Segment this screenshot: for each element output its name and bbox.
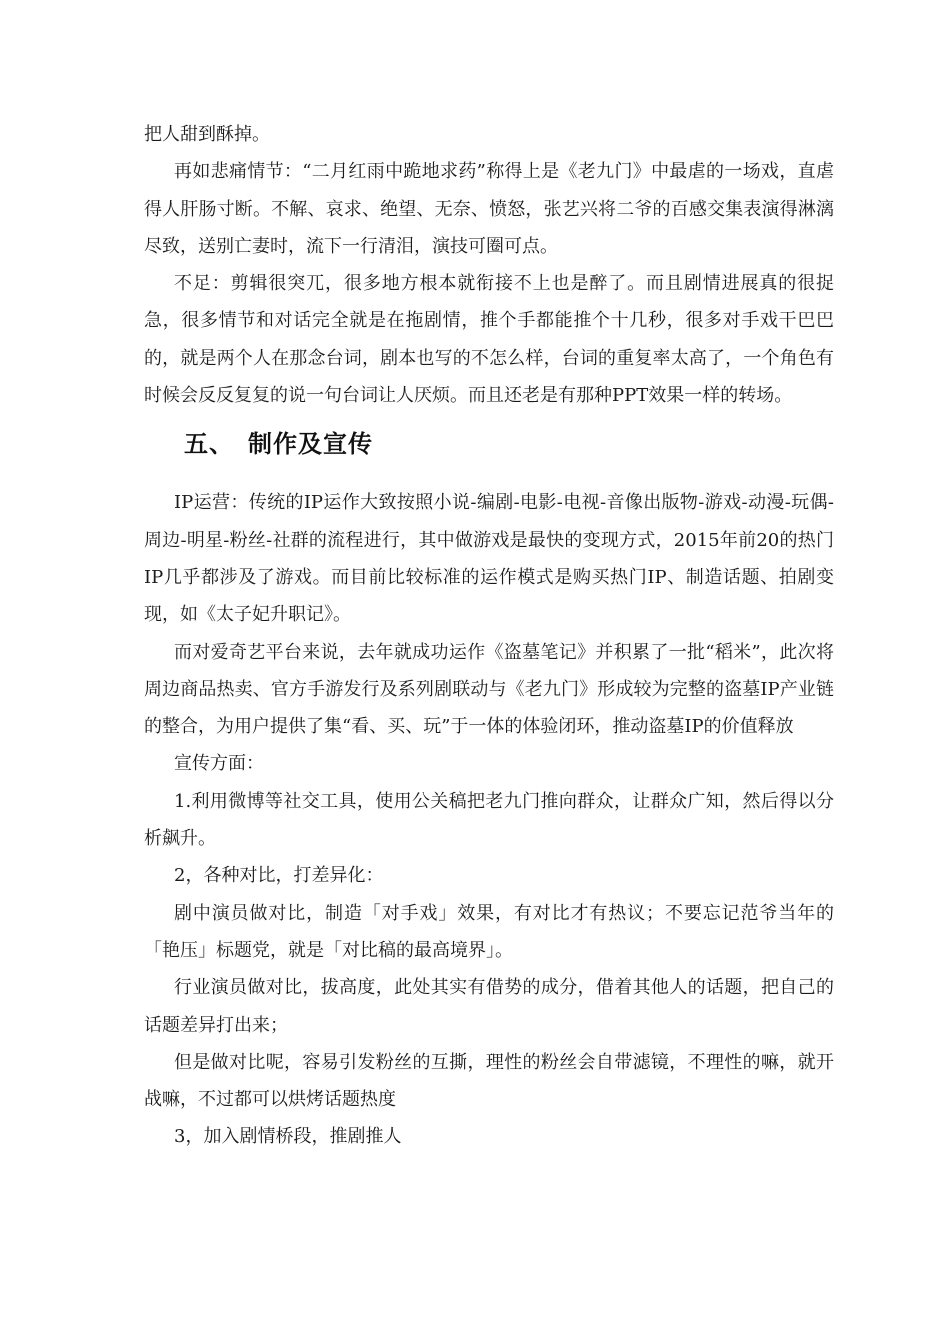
paragraph-actor-comparison: 剧中演员做对比，制造「对手戏」效果，有对比才有热议；不要忘记范爷当年的「艳压」标题党，就是「对比稿的最高境界」。 [144,902,834,961]
paragraph-promotion-point-3: 3，加入剧情桥段，推剧推人 [174,1126,402,1148]
paragraph-promotion-point-1: 1.利用微博等社交工具，使用公关稿把老九门推向群众，让群众广知，然后得以分析飙升。 [144,790,834,850]
paragraph-iqiyi-platform: 而对爱奇艺平台来说，去年就成功运作《盗墓笔记》并积累了一批“稻米”，此次将周边商品热卖、官方手游发行及系列剧联动与《老九门》形成较为完整的盗墓IP产业链的整合，为用户提供了集“看、买、玩”于一体的体验闭环，推动盗墓IP的价值释放 [144,641,834,738]
paragraph-industry-comparison: 行业演员做对比，拔高度，此处其实有借势的成分，借着其他人的话题，把自己的话题差异打出来； [144,977,834,1036]
document-body [144,116,834,1156]
section-heading [184,424,834,464]
paragraph-shortcomings: 不足：剪辑很突兀，很多地方根本就衔接不上也是醉了。而且剧情进展真的很捉急，很多情节和对话完全就是在拖剧情，推个手都能推个十几秒，很多对手戏干巴巴的，就是两个人在那念台词，剧本也写的不怎么样，台词的重复率太高了，一个角色有时候会反反复复的说一句台词让人厌烦。而且还老是有那种PPT效果一样的转场。 [144,273,834,407]
section-title: 制作及宣传 [248,430,373,459]
section-number: 五、 [184,430,234,459]
paragraph-continuation: 把人甜到酥掉。 [144,124,270,145]
paragraph-ip-operation: IP运营：传统的IP运作大致按照小说-编剧-电影-电视-音像出版物-游戏-动漫-玩偶-周边-明星-粉丝-社群的流程进行，其中做游戏是最快的变现方式，2015年前20的热门IP几乎都涉及了游戏。而目前比较标准的运作模式是购买热门IP、制造话题、拍剧变现，如《太子妃升职记》。 [144,492,834,626]
paragraph-fan-reaction: 但是做对比呢，容易引发粉丝的互撕，理性的粉丝会自带滤镜，不理性的嘛，就开战嘛，不过都可以烘烤话题热度 [144,1051,834,1111]
paragraph-promotion-point-2: 2，各种对比，打差异化： [174,865,384,887]
paragraph-promotion-heading: 宣传方面： [174,753,264,775]
paragraph-sad-scene: 再如悲痛情节：“二月红雨中跪地求药”称得上是《老九门》中最虐的一场戏，直虐得人肝肠寸断。不解、哀求、绝望、无奈、愤怒，张艺兴将二爷的百感交集表演得淋漓尽致，送别亡妻时，流下一行清泪，演技可圈可点。 [144,161,834,257]
